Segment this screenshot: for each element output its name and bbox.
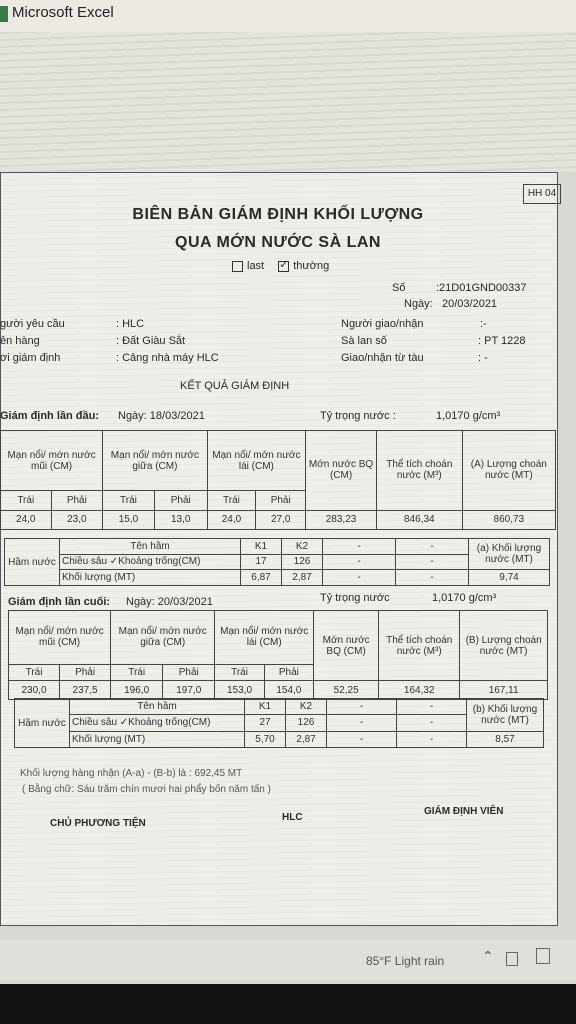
last-inspection-heading: Giám định lần cuối:: [8, 596, 111, 608]
tank-k1-header: K1: [241, 539, 282, 555]
weight-row-label: Khối lượng (MT): [60, 570, 241, 586]
depth-row-label: Chiều sâu ✓Khoảng trống(CM): [70, 715, 245, 731]
ballast-label: Hầm nước: [5, 539, 60, 586]
ballast-label: Hầm nước: [15, 699, 70, 748]
table-cell: 126: [282, 554, 323, 570]
table-cell: 13,0: [154, 510, 207, 529]
empty-cell: -: [323, 539, 396, 555]
header-volume: Thể tích choán nước (M³): [379, 611, 460, 681]
summary-words: ( Bằng chữ: Sáu trăm chín mươi hai phẩy bốn năm tấn ): [22, 784, 271, 795]
weather-status[interactable]: 85°F Light rain: [366, 954, 445, 968]
option-thuong: thường: [293, 260, 330, 272]
first-inspection-date: Ngày: 18/03/2021: [118, 410, 205, 422]
empty-cell: -: [396, 539, 469, 555]
header-mean-draft: Mớn nước BQ (CM): [314, 611, 379, 681]
table-cell: 846,34: [376, 510, 462, 529]
summary-line: Khối lượng hàng nhận (A-a) - (B-b) là : 692,45 MT: [20, 768, 243, 779]
notification-icon[interactable]: [536, 948, 550, 964]
header-draft-stern: Mạn nổi/ mớn nước lái (CM): [207, 431, 305, 491]
table-cell: 2,87: [286, 731, 327, 747]
signature-inspector: GIÁM ĐỊNH VIÊN: [424, 806, 504, 817]
header-mean-draft: Mớn nước BQ (CM): [306, 431, 377, 511]
empty-cell: -: [327, 715, 397, 731]
signature-owner: CHỦ PHƯƠNG TIỆN: [50, 818, 146, 829]
so-value: :21D01GND00337: [436, 282, 527, 294]
table-cell: 860,73: [462, 510, 555, 529]
empty-cell: -: [327, 731, 397, 747]
last-density-label: Tỷ trọng nước: [320, 592, 390, 604]
ngay-label: Ngày:: [404, 298, 433, 310]
signature-hlc: HLC: [282, 812, 303, 823]
header-starboard: Phải: [51, 491, 103, 510]
info-value: : -: [478, 352, 488, 364]
info-value: : PT 1228: [478, 335, 526, 347]
empty-cell: -: [397, 731, 467, 747]
table-cell: 230,0: [9, 681, 60, 700]
header-port: Trái: [9, 664, 60, 681]
checkbox-thuong[interactable]: [278, 261, 289, 272]
info-label: ên hàng: [0, 335, 40, 347]
last-draft-table: [8, 610, 548, 700]
tank-k1-header: K1: [245, 699, 286, 715]
last-ballast-table: [14, 698, 544, 748]
table-cell: 24,0: [207, 510, 256, 529]
app-title: Microsoft Excel: [12, 4, 114, 21]
last-inspection-date: Ngày: 20/03/2021: [126, 596, 213, 608]
table-cell: 197,0: [163, 681, 215, 700]
taskbar: [0, 940, 576, 980]
info-label: Người giao/nhận: [341, 318, 424, 330]
ribbon-area: [0, 32, 576, 172]
empty-cell: -: [323, 554, 396, 570]
ballast-result-label: (b) Khối lượng nước (MT): [467, 699, 544, 732]
info-label: ơi giám định: [0, 352, 61, 364]
ballast-result-value: 8,57: [467, 731, 544, 747]
header-starboard: Phải: [154, 491, 207, 510]
form-code-box: HH 04: [523, 184, 561, 204]
document-title: BIÊN BẢN GIÁM ĐỊNH KHỐI LƯỢNG: [132, 206, 424, 223]
table-cell: 283,23: [306, 510, 377, 529]
first-density-label: Tỷ trọng nước :: [320, 410, 396, 422]
option-last: last: [247, 260, 265, 272]
first-draft-table: [0, 430, 556, 530]
table-cell: 167,11: [460, 681, 548, 700]
header-port: Trái: [1, 491, 52, 510]
info-label: Giao/nhận từ tàu: [341, 352, 424, 364]
empty-cell: -: [397, 699, 467, 715]
so-label: Số: [392, 282, 406, 294]
table-cell: 237,5: [60, 681, 111, 700]
table-cell: 27: [245, 715, 286, 731]
document-subtitle: QUA MỚN NƯỚC SÀ LAN: [175, 234, 381, 251]
chevron-up-icon[interactable]: ⌃: [482, 948, 494, 964]
ballast-result-label: (a) Khối lượng nước (MT): [469, 539, 550, 570]
screen-bezel: [0, 984, 576, 1024]
tank-name-header: Tên hầm: [60, 539, 241, 555]
info-label: Sà lan số: [341, 335, 387, 347]
info-value: : Đất Giàu Sắt: [116, 335, 186, 347]
tank-k2-header: K2: [286, 699, 327, 715]
table-cell: 196,0: [111, 681, 163, 700]
header-starboard: Phải: [256, 491, 306, 510]
empty-cell: -: [396, 554, 469, 570]
table-cell: 15,0: [103, 510, 155, 529]
table-cell: 17: [241, 554, 282, 570]
header-draft-mid: Mạn nổi/ mớn nước giữa (CM): [111, 611, 215, 665]
network-icon[interactable]: [506, 952, 518, 966]
table-cell: 6,87: [241, 570, 282, 586]
header-starboard: Phải: [163, 664, 215, 681]
info-value: :-: [480, 318, 487, 330]
empty-cell: -: [323, 570, 396, 586]
table-cell: 164,32: [379, 681, 460, 700]
table-cell: 23,0: [51, 510, 103, 529]
weight-row-label: Khối lượng (MT): [70, 731, 245, 747]
first-ballast-table: [4, 538, 550, 586]
table-cell: 5,70: [245, 731, 286, 747]
header-displacement: (A) Lượng choán nước (MT): [462, 431, 555, 511]
last-density-value: 1,0170 g/cm³: [432, 592, 497, 604]
type-options: [232, 260, 329, 272]
table-cell: 2,87: [282, 570, 323, 586]
empty-cell: -: [396, 570, 469, 586]
header-port: Trái: [111, 664, 163, 681]
header-port: Trái: [207, 491, 256, 510]
tank-name-header: Tên hầm: [70, 699, 245, 715]
table-cell: 153,0: [215, 681, 264, 700]
window-title-bar: [0, 0, 576, 32]
first-density-value: 1,0170 g/cm³: [436, 410, 501, 422]
result-heading: KẾT QUẢ GIÁM ĐỊNH: [180, 380, 290, 392]
tank-k2-header: K2: [282, 539, 323, 555]
table-cell: 27,0: [256, 510, 306, 529]
ngay-value: 20/03/2021: [442, 298, 498, 310]
info-value: : Cảng nhà máy HLC: [116, 352, 219, 364]
info-label: gười yêu cầu: [0, 318, 65, 330]
header-volume: Thể tích choán nước (M³): [376, 431, 462, 511]
empty-cell: -: [397, 715, 467, 731]
table-cell: 24,0: [1, 510, 52, 529]
table-cell: 154,0: [264, 681, 313, 700]
depth-row-label: Chiều sâu ✓Khoảng trống(CM): [60, 554, 241, 570]
table-cell: 126: [286, 715, 327, 731]
empty-cell: -: [327, 699, 397, 715]
header-displacement: (B) Lượng choán nước (MT): [460, 611, 548, 681]
header-port: Trái: [103, 491, 155, 510]
header-draft-bow: Mạn nổi/ mớn nước mũi (CM): [9, 611, 111, 665]
ballast-result-value: 9,74: [469, 570, 550, 586]
header-port: Trái: [215, 664, 264, 681]
header-draft-bow: Mạn nổi/ mớn nước mũi (CM): [1, 431, 103, 491]
info-value: : HLC: [116, 318, 145, 330]
excel-icon: [0, 6, 8, 22]
first-inspection-heading: Giám định lần đầu:: [0, 410, 100, 422]
header-starboard: Phải: [60, 664, 111, 681]
header-draft-stern: Mạn nổi/ mớn nước lái (CM): [215, 611, 314, 665]
header-draft-mid: Mạn nổi/ mớn nước giữa (CM): [103, 431, 208, 491]
header-starboard: Phải: [264, 664, 313, 681]
table-cell: 52,25: [314, 681, 379, 700]
checkbox-last[interactable]: [232, 261, 243, 272]
